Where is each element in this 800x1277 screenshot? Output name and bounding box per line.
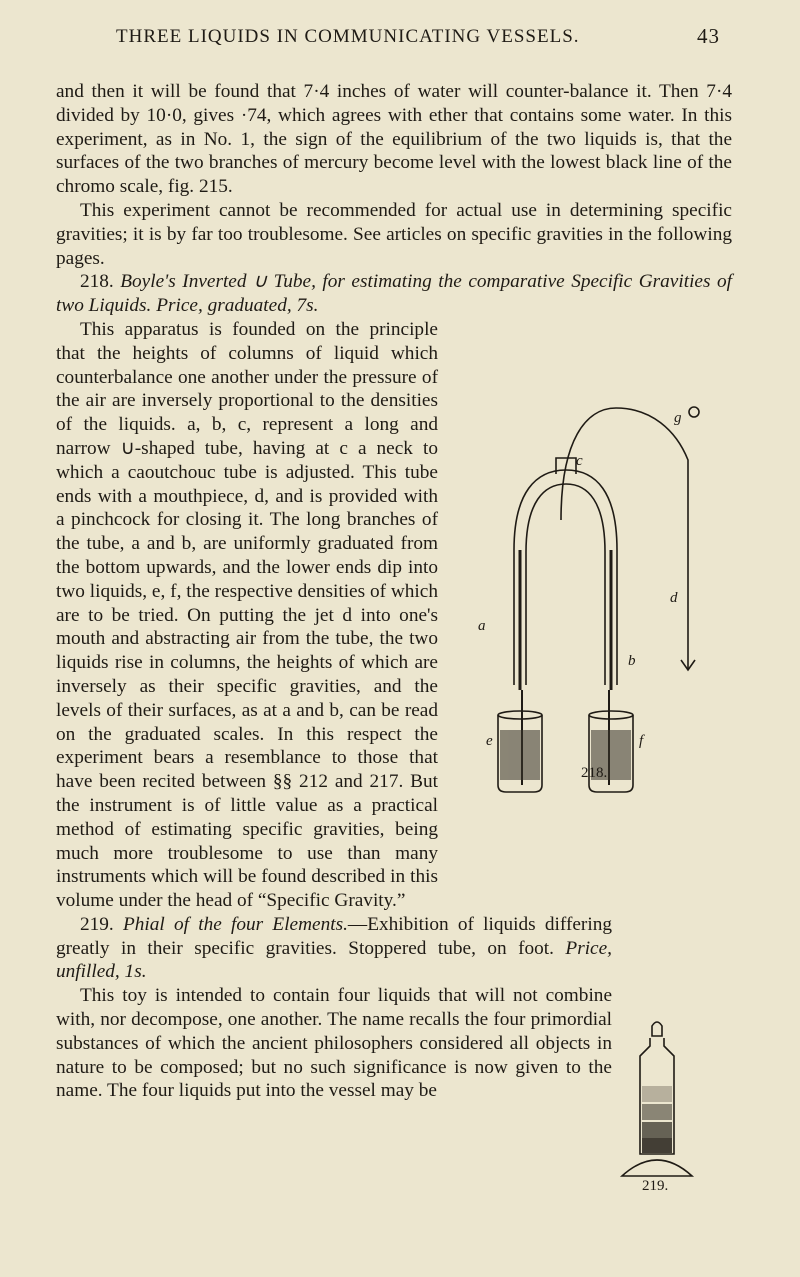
- section-218-price: Price, graduated, 7s.: [156, 295, 319, 317]
- liquid-e: [500, 730, 540, 780]
- section-219-description: —Exhibition of liquids differing greatly in their specific gravities. Stoppered tube, on foot.: [56, 913, 612, 959]
- pinchcock: [689, 407, 699, 417]
- section-218-title: Boyle's Inverted ∪ Tube, for estimating the comparative Specific Gravities of two Liquids.: [56, 271, 732, 317]
- paragraph-218-description: This apparatus is founded on the principle that the heights of columns of liquid which counterbalance one another under the pressure of the air are inversely proportional to the densities of the liquids. a, b, c, represent a long and narrow ∪-shaped tube, having at c a neck to which a caoutchouc tube is adjusted. This tube ends with a mouthpiece, d, and is provided with a pinchcock for closing it. The long branches of the tube, a and b, are uniformly graduated from the bottom upwards, and the lower ends dip into two liquids, e, f, the respective densities of which are to be tried. On putting the jet d into one's mouth and abstracting air from the tube, the two liquids rise in columns, the heights of which are inversely as their specific gravities, and the levels of their surfaces, as at a and b, can be read on the graduated scales. In this respect the experiment bears a resemblance to those that have been recited between §§ 212 and 217. But the instrument is of little value as a practical method of estimating specific gravities, being much more troublesome to use than many instruments which will be found described in this volume under the head of “Specific Gravity.”: [56, 318, 438, 912]
- u-tube-outer: [514, 470, 617, 685]
- figure-218-u-tube: [436, 400, 730, 795]
- section-218-number: 218.: [80, 271, 114, 293]
- figure-219-phial: [612, 1016, 702, 1191]
- caoutchouc-tube: [561, 408, 688, 670]
- section-219-price: Price, unfilled, 1s.: [56, 937, 612, 983]
- label-e: e: [486, 733, 493, 749]
- page-number: 43: [697, 24, 720, 48]
- label-c: c: [576, 453, 583, 469]
- paragraph-recommendation: This experiment cannot be recommended for actual use in determining specific gravities; it is by far too troublesome. See articles on specific gravities in the following pages.: [56, 199, 732, 269]
- running-title: THREE LIQUIDS IN COMMUNICATING VESSELS.: [116, 26, 580, 47]
- paragraph-continuation: and then it will be found that 7·4 inches of water will counter-balance it. Then 7·4 divided by 10·0, gives ·74, which agrees with ether that contains some water. In this experiment, as in No. 1, the sign of the equilibrium of the two liquids is, that the surfaces of the two branches of mercury become level with the lowest black line of the chromo scale, fig. 215.: [56, 81, 732, 198]
- section-219-title: Phial of the four Elements.: [123, 913, 348, 935]
- figure-219-caption: 219.: [642, 1178, 669, 1191]
- running-header: [110, 26, 720, 48]
- u-tube-inner: [526, 484, 605, 685]
- label-d: d: [670, 590, 678, 606]
- figure-218-caption: 218.: [581, 765, 608, 781]
- label-a: a: [478, 618, 486, 634]
- stopper: [652, 1022, 662, 1036]
- label-g: g: [674, 410, 682, 426]
- label-f: f: [639, 733, 644, 749]
- label-b: b: [628, 653, 636, 669]
- paragraph-219-description: This toy is intended to contain four liquids that will not combine with, nor decompose, one another. The name recalls the four primordial substances of which the ancient philosophers considered all objects in nature to be composed; but no such significance is now given to the name. The four liquids put into the vessel may be: [56, 985, 612, 1102]
- phial-foot: [622, 1160, 692, 1176]
- section-218-heading: [56, 270, 732, 318]
- section-219-number: 219.: [80, 913, 114, 935]
